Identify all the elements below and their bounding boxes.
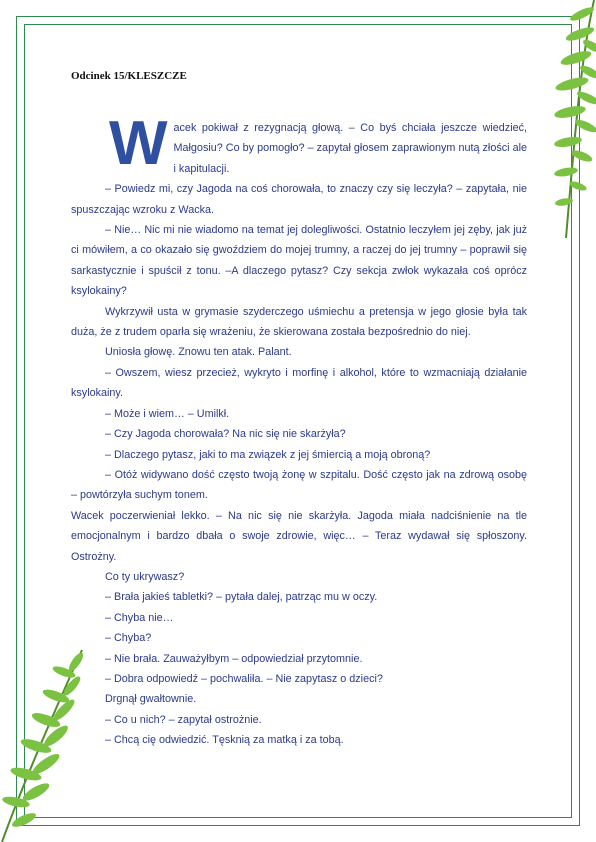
drop-cap: W: [109, 109, 168, 178]
paragraph: – Chyba nie…: [105, 611, 174, 624]
paragraph: – Chcą cię odwiedzić. Tęsknią za matką i za tobą.: [105, 734, 344, 747]
opening-paragraph-text: acek pokiwał z rezygnacją głową. – Co byś chciała jeszcze wiedzieć, Małgosiu? Co by pomogło? – zapytał głosem zaprawionym nutą złości ale i kapitulacji.: [173, 122, 527, 175]
chapter-title: Odcinek 15/KLESZCZE: [71, 70, 187, 82]
paragraph: – Nie brała. Zauważyłbym – odpowiedział przytomnie.: [105, 652, 363, 665]
paragraph-list: [71, 179, 527, 750]
paragraph: – Może i wiem… – Umilkł.: [105, 407, 230, 420]
paragraph: Drgnął gwałtownie.: [105, 693, 197, 706]
paragraph: – Owszem, wiesz przecież, wykryto i morfinę i alkohol, które to wzmacniają działanie ksylokainy.: [71, 366, 527, 400]
paragraph: Uniosła głowę. Znowu ten atak. Palant.: [105, 346, 292, 359]
paragraph: – Brała jakieś tabletki? – pytała dalej, patrząc mu w oczy.: [105, 591, 378, 604]
paragraph: Wykrzywił usta w grymasie szyderczego uśmiechu a pretensja w jego głosie była tak duża, że z trudem oparła się wrażeniu, że skierowana została bezpośrednio do niej.: [71, 305, 527, 339]
paragraph: – Otóż widywano dość często twoją żonę w szpitalu. Dość często jak na zdrową osobę – powtórzyła suchym tonem.: [71, 468, 527, 502]
paragraph: – Dobra odpowiedź – pochwaliła. – Nie zapytasz o dzieci?: [105, 672, 383, 685]
paragraph: Co ty ukrywasz?: [105, 570, 185, 583]
paragraph: Wacek poczerwieniał lekko. – Na nic się nie skarżyła. Jagoda miała nadciśnienie na tle emocjonalnym i bardzo dbała o swoje zdrowie, więc… – Teraz wydawał się spłoszony. Ostrożny.: [71, 509, 527, 563]
paragraph: – Powiedz mi, czy Jagoda na coś chorowała, to znaczy czy się leczyła? – zapytała, nie spuszczając wzroku z Wacka.: [71, 183, 527, 216]
paragraph: – Chyba?: [105, 632, 152, 645]
paragraph: – Czy Jagoda chorowała? Na nic się nie skarżyła?: [105, 428, 346, 441]
document-body: [71, 70, 527, 751]
paragraph: – Nie… Nic mi nie wiadomo na temat jej dolegliwości. Ostatnio leczyłem jej zęby, jak już ci mówiłem, a co okazało się gwoździem do mojej trumny, a raczej do jej trumny – poprawił się sarkastycznie i spuścił z tonu. –A dlaczego pytasz? Czy sekcja zwłok wykazała coś oprócz ksylokainy?: [71, 224, 527, 298]
paragraph: – Dlaczego pytasz, jaki to ma związek z jej śmiercią a moją obroną?: [105, 448, 431, 461]
opening-paragraph: [71, 109, 527, 179]
paragraph: – Co u nich? – zapytał ostrożnie.: [105, 713, 262, 726]
